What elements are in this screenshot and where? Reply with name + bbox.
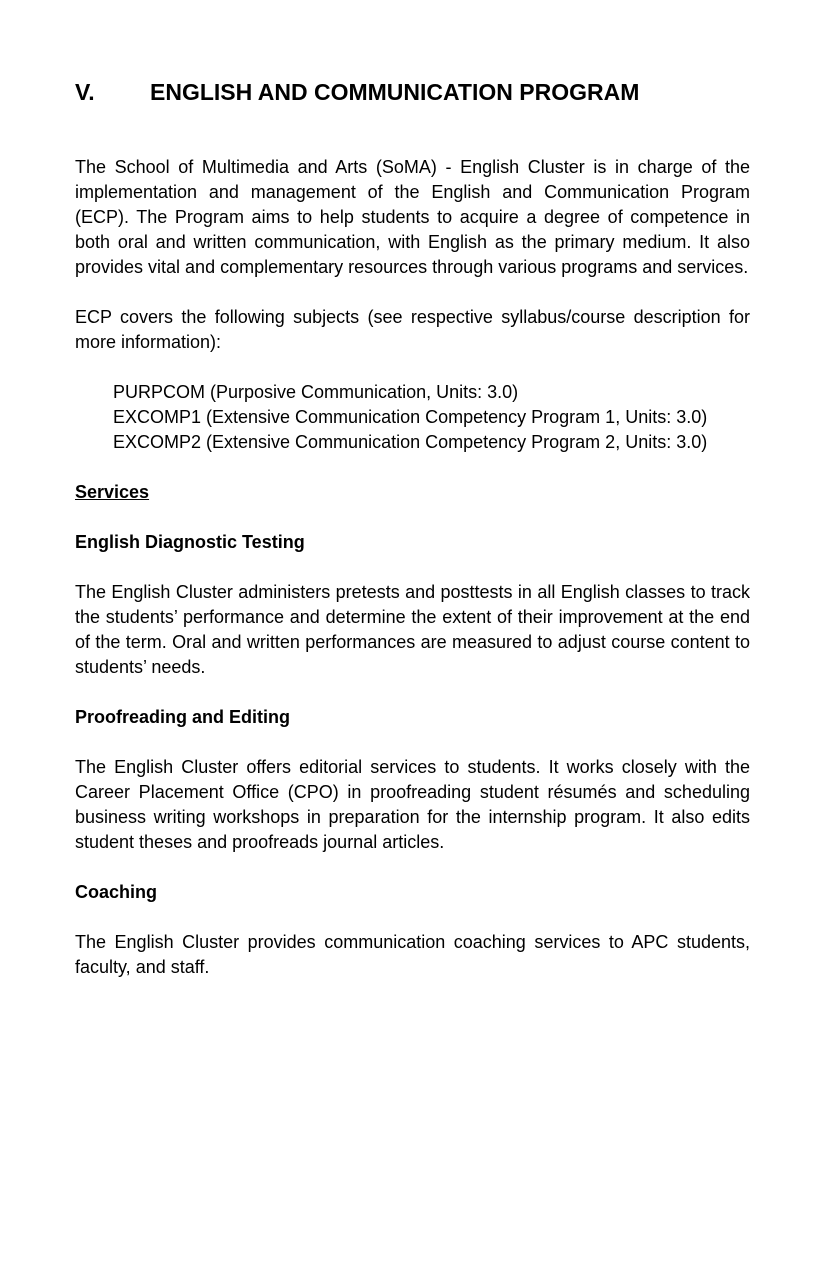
intro-paragraph: The School of Multimedia and Arts (SoMA) - English Cluster is in charge of the implementation and management of the English and Communication Program (ECP). The Program aims to help students to acquire a degree of competence in both oral and written communication, with English as the primary medium. It also provides vital and complementary resources through various programs and services. (75, 157, 750, 277)
subjects-intro-paragraph: ECP covers the following subjects (see respective syllabus/course description for more information): (75, 307, 750, 352)
section-title (75, 78, 750, 106)
section-title-text: ENGLISH AND COMMUNICATION PROGRAM (150, 79, 640, 105)
subject-item-purpcom: PURPCOM (Purposive Communication, Units: 3.0) (113, 382, 519, 402)
service-text-proofreading: The English Cluster offers editorial services to students. It works closely with the Career Placement Office (CPO) in proofreading student résumés and scheduling business writing workshops in preparation for the internship program. It also edits student theses and proofreads journal articles. (75, 757, 750, 852)
service-heading-proofreading: Proofreading and Editing (75, 707, 290, 727)
service-text-coaching: The English Cluster provides communication coaching services to APC students, faculty, and staff. (75, 932, 750, 977)
subjects-list (75, 380, 750, 455)
services-heading: Services (75, 482, 150, 502)
service-heading-diagnostic-testing: English Diagnostic Testing (75, 532, 305, 552)
service-heading-coaching: Coaching (75, 882, 158, 902)
subject-item-excomp1: EXCOMP1 (Extensive Communication Competency Program 1, Units: 3.0) (113, 407, 708, 427)
subject-item-excomp2: EXCOMP2 (Extensive Communication Competency Program 2, Units: 3.0) (113, 432, 708, 452)
section-number: V. (75, 79, 95, 105)
document-body (75, 155, 750, 1005)
service-text-diagnostic-testing: The English Cluster administers pretests and posttests in all English classes to track the students’ performance and determine the extent of their improvement at the end of the term. Oral and written performances are measured to adjust course content to students’ needs. (75, 582, 750, 677)
